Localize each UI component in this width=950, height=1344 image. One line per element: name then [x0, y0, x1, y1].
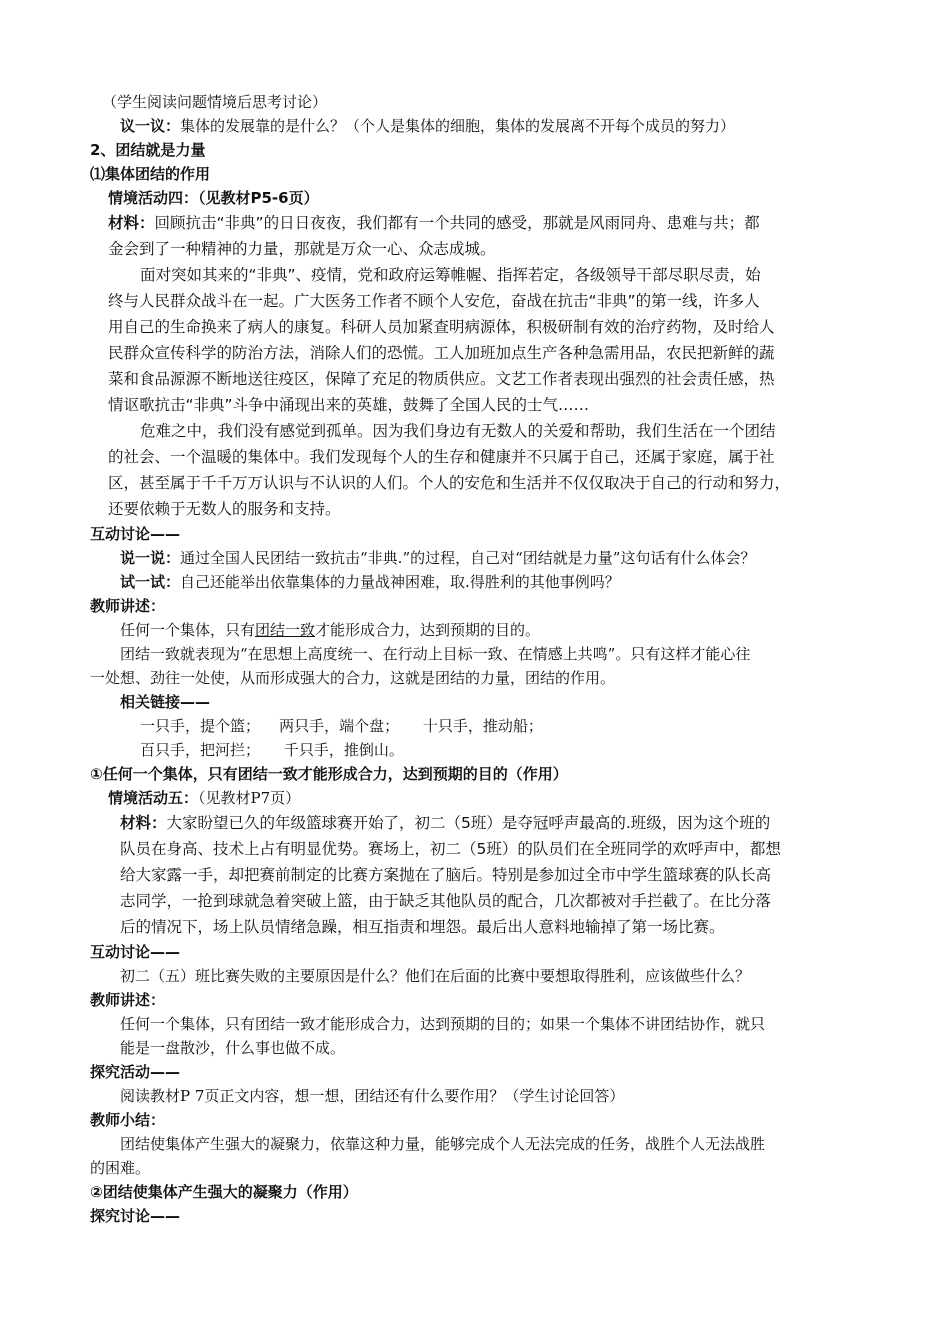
- material-line: 危难之中，我们没有感觉到孤单。因为我们身边有无数人的关爱和帮助，我们生活在一个团结: [140, 422, 776, 440]
- text-span: 回顾抗击“非典”的日日夜夜，我们都有一个共同的感受，那就是风雨同舟、患难与共；都: [154, 214, 760, 232]
- interactive-discussion-heading: 互动讨论——: [90, 525, 181, 543]
- text-line: 初二（五）班比赛失败的主要原因是什么？他们在后面的比赛中要想取得胜利，应该做些什么？: [120, 967, 751, 985]
- material-line: 终与人民群众战斗在一起。广大医务工作者不顾个人安危，奋战在抗击“非典”的第一线，许多人: [108, 292, 760, 310]
- text-line: （学生阅读问题情境后思考讨论）: [102, 93, 328, 111]
- try-line: [90, 570, 850, 594]
- material-line: 金会到了一种精神的力量，那就是万众一心、众志成城。: [108, 240, 496, 258]
- teacher-statement-heading: 教师讲述：: [90, 597, 166, 615]
- text-span: 通过全国人民团结一致抗击“非典.”的过程，自己对“团结就是力量”这句话有什么体会？: [180, 549, 756, 567]
- label-material: 材料：: [108, 214, 155, 232]
- material-line: 队员在身高、技术上占有明显优势。赛场上，初二（5班）的队员们在全班同学的欢呼声中，都想: [120, 840, 781, 858]
- activity-heading: 情境活动四：（见教材P5-6页）: [108, 189, 319, 207]
- underlined-term: 团结一致: [255, 621, 316, 639]
- material-line: [90, 810, 850, 836]
- text-line: 任何一个集体，只有团结一致才能形成合力，达到预期的目的；如果一个集体不讲团结协作，就只: [120, 1015, 766, 1033]
- point-heading-1: ①任何一个集体，只有团结一致才能形成合力，达到预期的目的（作用）: [90, 765, 568, 783]
- material-line: 后的情况下，场上队员情绪急躁，相互指责和埋怨。最后出人意料地输掉了第一场比赛。: [120, 918, 725, 936]
- exploration-heading: 探究活动——: [90, 1063, 181, 1081]
- text-line: 一处想、劲往一处使，从而形成强大的合力，这就是团结的力量，团结的作用。: [90, 669, 616, 687]
- verse-line: 百只手，把河拦； 千只手，推倒山。: [140, 741, 404, 759]
- activity-heading: [90, 786, 850, 810]
- section-heading: 2、团结就是力量: [90, 141, 206, 159]
- material-line: [90, 210, 850, 236]
- label-material: 材料：: [120, 814, 167, 832]
- text-span: 大家盼望已久的年级篮球赛开始了，初二（5班）是夺冠呼声最高的.班级，因为这个班的: [166, 814, 771, 832]
- text-span: 集体的发展靠的是什么？（个人是集体的细胞，集体的发展离不开每个成员的努力）: [180, 117, 736, 135]
- label-activity-five: 情境活动五：: [108, 789, 199, 807]
- text-span: 自己还能举出依靠集体的力量战神困难，取.得胜利的其他事例吗？: [180, 573, 620, 591]
- text-line: 团结使集体产生强大的凝聚力，依靠这种力量，能够完成个人无法完成的任务，战胜个人无法战胜: [120, 1135, 766, 1153]
- material-line: 给大家露一手，却把赛前制定的比赛方案抛在了脑后。特别是参加过全市中学生篮球赛的队长高: [120, 866, 772, 884]
- subsection-heading: ⑴集体团结的作用: [90, 165, 211, 183]
- material-line: 情讴歌抗击“非典”斗争中涌现出来的英雄，鼓舞了全国人民的士气……: [108, 396, 590, 414]
- teacher-statement-heading: 教师讲述：: [90, 991, 166, 1009]
- say-line: [90, 546, 850, 570]
- point-heading-2: ②团结使集体产生强大的凝聚力（作用）: [90, 1183, 358, 1201]
- discussion-line: [90, 114, 850, 138]
- label-discuss: 议一议：: [120, 117, 181, 135]
- material-line: 民群众宣传科学的防治方法，消除人们的恐慌。工人加班加点生产各种急需用品，农民把新鲜的蔬: [108, 344, 775, 362]
- text-line: 团结一致就表现为“在思想上高度统一、在行动上目标一致、在情感上共鸣”。只有这样才能心往: [120, 645, 751, 663]
- text-line: [90, 618, 850, 642]
- text-line: 阅读教材P 7页正文内容，想一想，团结还有什么要作用？（学生讨论回答）: [120, 1087, 625, 1105]
- material-line: 志同学，一抢到球就急着突破上篮，由于缺乏其他队员的配合，几次都被对手拦截了。在比分落: [120, 892, 772, 910]
- verse-line: 一只手，提个篮； 两只手，端个盘； 十只手，推动船；: [140, 717, 543, 735]
- text-line: 的困难。: [90, 1159, 151, 1177]
- label-try: 试一试：: [120, 573, 181, 591]
- document-page: [90, 90, 850, 1228]
- exploration-discussion-heading: 探究讨论——: [90, 1207, 181, 1225]
- label-say: 说一说：: [120, 549, 181, 567]
- text-line: 能是一盘散沙，什么事也做不成。: [120, 1039, 346, 1057]
- text-span: （见教材P7页）: [198, 789, 301, 807]
- material-line: 还要依赖于无数人的服务和支持。: [108, 500, 341, 518]
- related-links-heading: 相关链接——: [120, 693, 211, 711]
- interactive-discussion-heading: 互动讨论——: [90, 943, 181, 961]
- material-line: 面对突如其来的“非典”、疫情，党和政府运筹帷幄、指挥若定，各级领导干部尽职尽责，始: [140, 266, 761, 284]
- material-line: 菜和食品源源不断地送往疫区，保障了充足的物质供应。文艺工作者表现出强烈的社会责任感，热: [108, 370, 775, 388]
- text-span: 任何一个集体，只有: [120, 621, 256, 639]
- teacher-summary-heading: 教师小结：: [90, 1111, 166, 1129]
- material-line: 区，甚至属于千千万万认识与不认识的人们。个人的安危和生活并不仅仅取决于自己的行动和努力，: [108, 474, 791, 492]
- material-line: 的社会、一个温暖的集体中。我们发现每个人的生存和健康并不只属于自己，还属于家庭，属于社: [108, 448, 775, 466]
- text-span: 才能形成合力，达到预期的目的。: [315, 621, 541, 639]
- material-line: 用自己的生命换来了病人的康复。科研人员加紧查明病源体，积极研制有效的治疗药物，及时给人: [108, 318, 775, 336]
